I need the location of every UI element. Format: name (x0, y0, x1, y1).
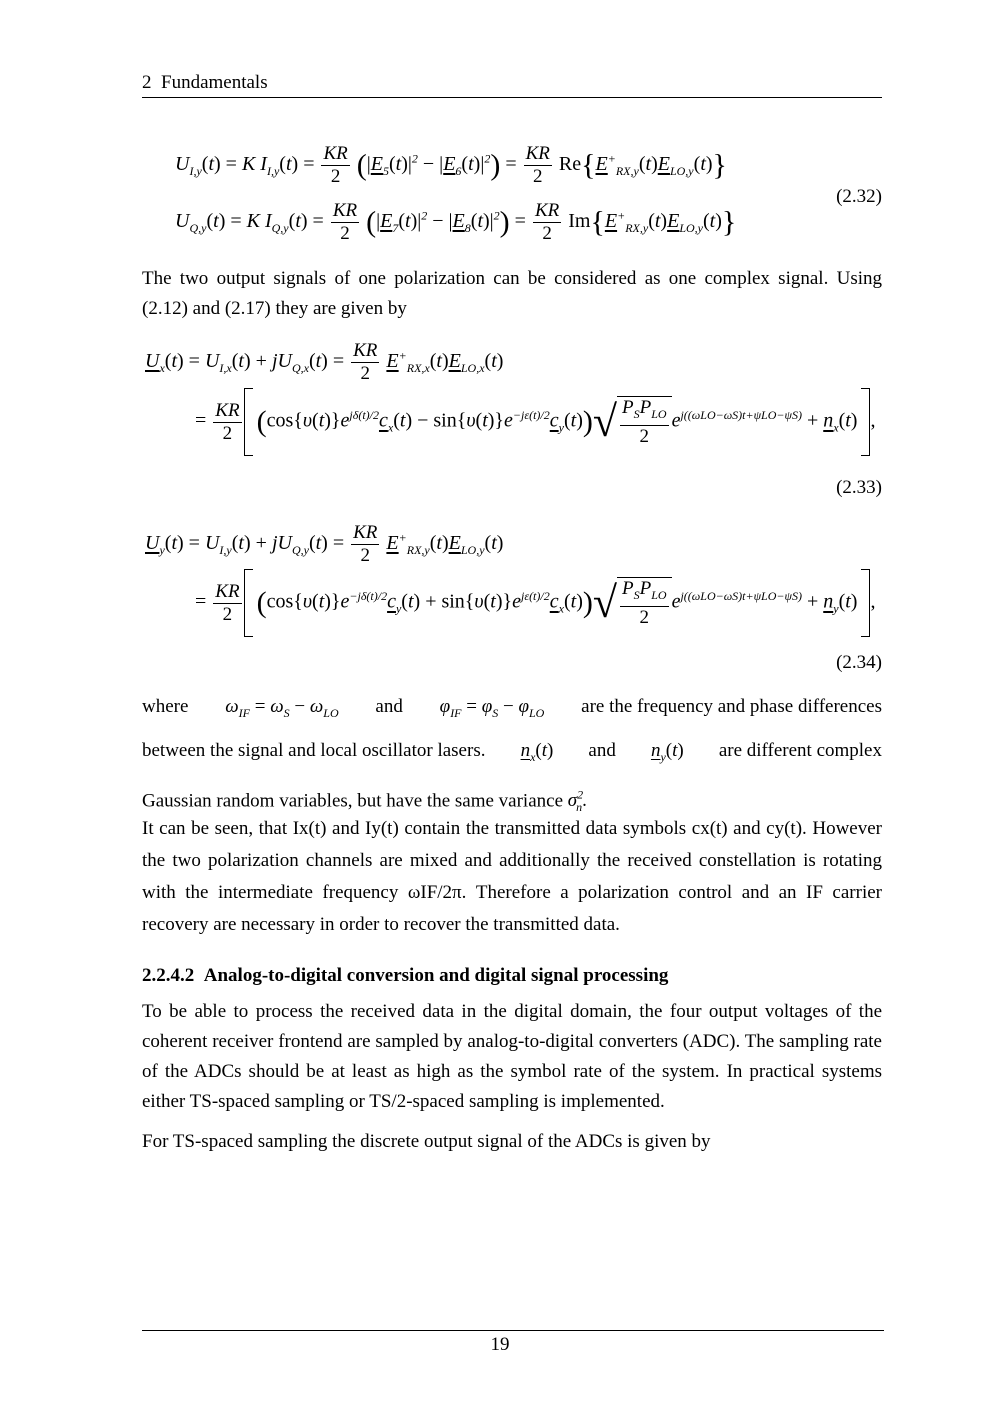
chapter-title: Fundamentals (161, 72, 268, 93)
paragraph-4: To be able to process the received data in the digital domain, the four output voltages of the coherent receiver frontend are sampled by analog-to-digital converters (ADC). The sampling rate of the ADCs should be at least as high as the symbol rate of the system. In practical systems either TS-spaced sampling or TS/2-spaced sampling is implemented. (142, 1001, 882, 1112)
equation-2-34-line-1: $U_y(t) = U_{I,y}(t) + jU_{Q,y}(t)$ = $\frac{KR}{2}$ $E^+_{RX,y}(t)E_{LO,y}(t)$ (145, 522, 504, 566)
paragraph-1: The two output signals of one polarization can be considered as one complex signal. Using (2.12) and (2.17) they are given by (142, 268, 882, 319)
paragraph-5: For TS-spaced sampling the discrete output signal of the ADCs is given by (142, 1131, 711, 1152)
equation-number-2-32: (2.32) (836, 186, 882, 207)
section-title: Analog-to-digital conversion and digital signal processing (203, 965, 669, 986)
equation-2-32-line-2: $U_{Q,y}(t) = K$ $I_{Q,y}(t)$ = $\frac{KR}{2}$ $(|E_7(t)|^2 - |E_8(t)|^2)$ = $\frac{KR}{2}$ $Im\{E^+_{RX,y}(t)E_{LO,y}(t)\}$ (175, 200, 737, 244)
equation-number-2-34: (2.34) (836, 652, 882, 673)
equation-2-33-line-2: = $\frac{KR}{2}$ $(\cos\{\upsilon(t)\}e^{j\delta(t)/2}c_x(t) - \sin\{\upsilon(t)\}e^{-j\varepsilon(t)/2}c_y(t))$ √ $P_SP_{LO}$ 2 $e^{j((\omega LO-\omega S)t+\psi LO-\psi S)} + n_x(t)$ , (195, 388, 875, 456)
section-heading (142, 963, 882, 989)
footer-rule (142, 1330, 884, 1331)
equation-2-32-line-1: $U_{I,y}(t) = K$ $I_{I,y}(t)$ = $\frac{KR}{2}$ $(|E_5(t)|^2 - |E_6(t)|^2)$ = $\frac{KR}{2}$ $Re\{E^+_{RX,y}(t)E_{LO,y}(t)\}$ (175, 143, 727, 187)
paragraph-2: where $\omega_{IF} = \omega_S - \omega_{LO}$ and $\varphi_{IF} = \varphi_S - \varphi_{LO}$ are the frequency and phase differences between the signal and local oscillator lasers. $n_x(t)$ and $n_y(t)$ are different complex Gaussian random variables, but have the same variance $\sigma^2_n$. (142, 696, 882, 814)
equation-2-34-line-2: = $\frac{KR}{2}$ $(\cos\{\upsilon(t)\}e^{-j\delta(t)/2}c_y(t) + \sin\{\upsilon(t)\}e^{j\varepsilon(t)/2}c_x(t))$ √ $P_SP_{LO}$ 2 $e^{j((\omega LO-\omega S)t+\psi LO-\psi S)} + n_y(t)$ , (195, 569, 875, 637)
equation-number-2-33: (2.33) (836, 477, 882, 498)
paragraph-3: It can be seen, that Ix(t) and Iy(t) contain the transmitted data symbols cx(t) and cy(t). However the two polarization channels are mixed and additionally the received constellation is rotating with the intermediate frequency ωIF/2π. Therefore a polarization control and an IF carrier recovery are necessary in order to recover the transmitted data. (142, 818, 882, 935)
section-number: 2.2.4.2 (142, 965, 195, 986)
equation-2-33-line-1: $U_x(t) = U_{I,x}(t) + jU_{Q,x}(t)$ = $\frac{KR}{2}$ $E^+_{RX,x}(t)E_{LO,x}(t)$ (145, 340, 504, 384)
running-header (142, 70, 882, 98)
page-number: 19 (490, 1334, 510, 1355)
chapter-number: 2 (142, 72, 152, 93)
